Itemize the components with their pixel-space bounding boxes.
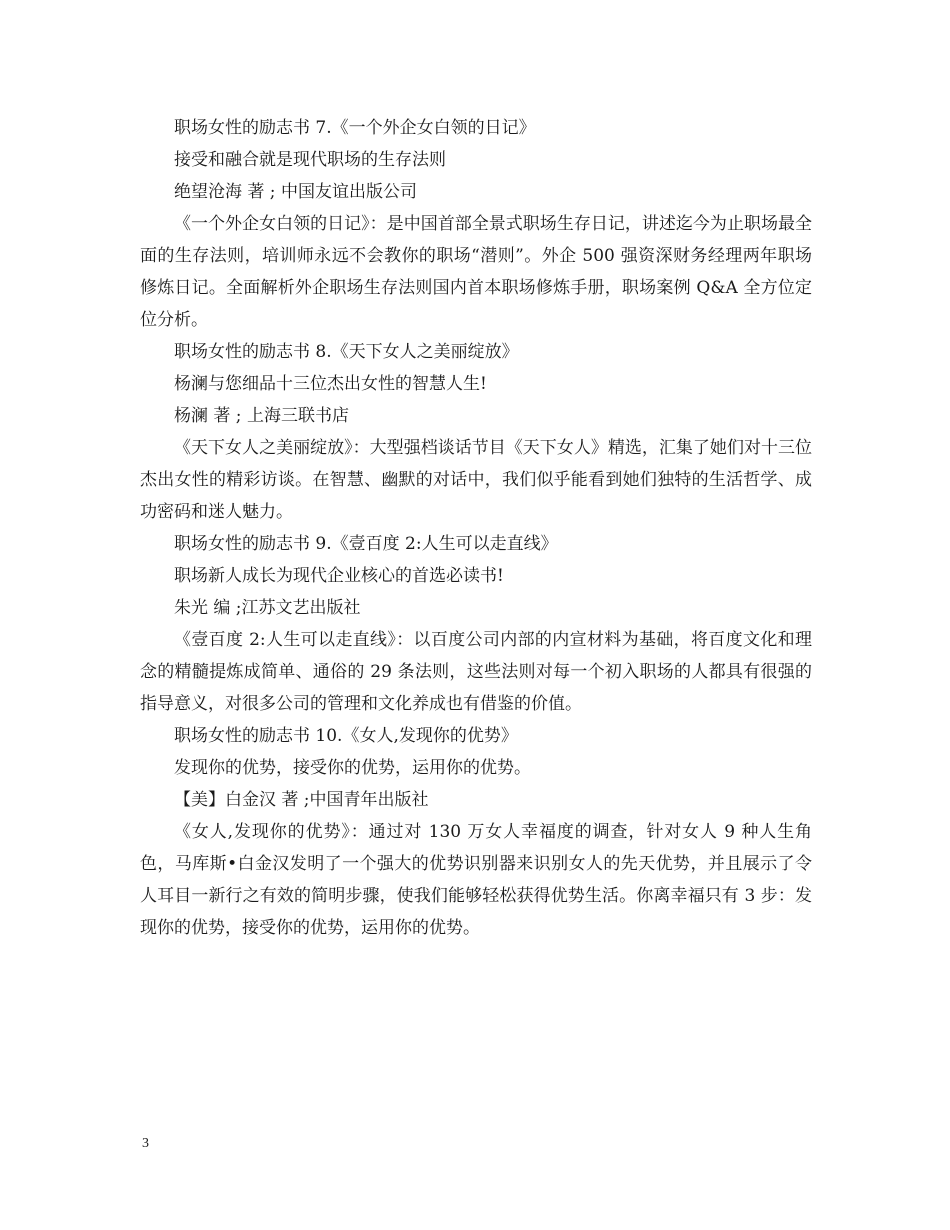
- book10-title: 职场女性的励志书 10.《女人,发现你的优势》: [174, 726, 518, 746]
- book9-author: 朱光 编 ;江苏文艺出版社: [174, 598, 361, 618]
- book10-tagline: 发现你的优势，接受你的优势，运用你的优势。: [174, 758, 531, 778]
- page-number: 3: [142, 1136, 149, 1151]
- book8-tagline: 杨澜与您细品十三位杰出女性的智慧人生!: [174, 374, 487, 394]
- book10-description: 《女人,发现你的优势》：通过对 130 万女人幸福度的调查，针对女人 9 种人生角色，马库斯•白金汉发明了一个强大的优势识别器来识别女人的先天优势，并且展示了令人耳目一新行之有效的简明步骤，使我们能够轻松获得优势生活。你离幸福只有 3 步：发现你的优势，接受你的优势，运用你的优势。: [140, 822, 812, 938]
- book10-author: 【美】白金汉 著 ;中国青年出版社: [174, 790, 429, 810]
- book9-tagline: 职场新人成长为现代企业核心的首选必读书!: [174, 566, 504, 586]
- book8-title: 职场女性的励志书 8.《天下女人之美丽绽放》: [174, 342, 519, 362]
- book9-description: 《壹百度 2:人生可以走直线》：以百度公司内部的内宣材料为基础，将百度文化和理念的精髓提炼成简单、通俗的 29 条法则，这些法则对每一个初入职场的人都具有很强的指导意义，对很多公司的管理和文化养成也有借鉴的价值。: [140, 630, 812, 714]
- book7-author: 绝望沧海 著 ; 中国友谊出版公司: [174, 182, 417, 202]
- document-body: [140, 112, 812, 944]
- book7-title: 职场女性的励志书 7.《一个外企女白领的日记》: [174, 118, 536, 138]
- book8-author: 杨澜 著 ; 上海三联书店: [174, 406, 349, 426]
- book8-description: 《天下女人之美丽绽放》：大型强档谈话节目《天下女人》精选，汇集了她们对十三位杰出女性的精彩访谈。在智慧、幽默的对话中，我们似乎能看到她们独特的生活哲学、成功密码和迷人魅力。: [140, 438, 812, 522]
- book9-title: 职场女性的励志书 9.《壹百度 2:人生可以走直线》: [174, 534, 558, 554]
- book7-description: 《一个外企女白领的日记》：是中国首部全景式职场生存日记，讲述迄今为止职场最全面的生存法则，培训师永远不会教你的职场“潜则”。外企 500 强资深财务经理两年职场修炼日记。全面解析外企职场生存法则国内首本职场修炼手册，职场案例 Q&A 全方位定位分析。: [140, 214, 812, 330]
- book7-tagline: 接受和融合就是现代职场的生存法则: [174, 150, 446, 170]
